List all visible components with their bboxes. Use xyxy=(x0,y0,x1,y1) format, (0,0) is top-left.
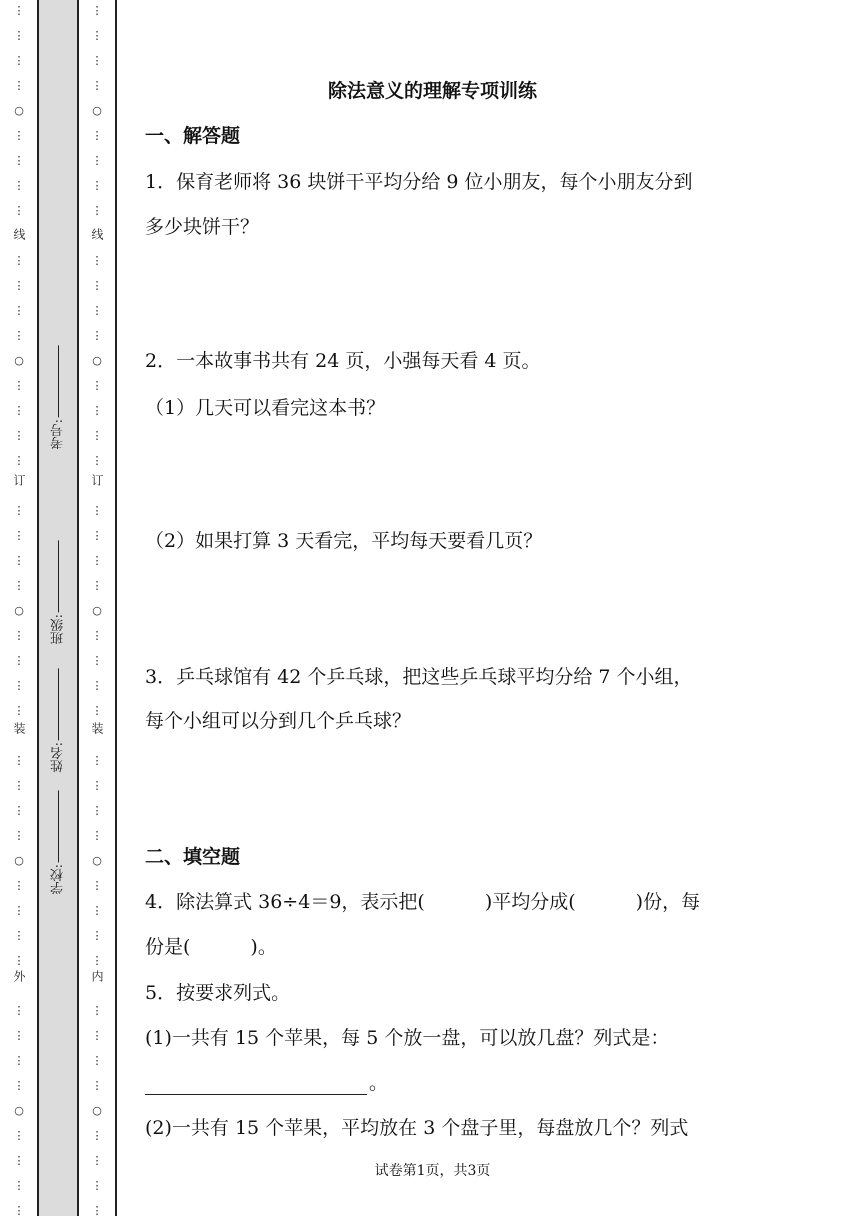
binding-dots: ⋮ xyxy=(91,554,103,567)
binding-dots: ⋮ xyxy=(13,429,25,442)
q3-line2: 每个小组可以分到几个乒乓球？ xyxy=(145,710,412,732)
binding-line-left xyxy=(37,0,39,1216)
binding-dots: ⋮ xyxy=(13,204,25,217)
binding-dots: ⋮ xyxy=(91,929,103,942)
binding-dots: ⋮ xyxy=(91,454,103,467)
binding-circle-mark: ○ xyxy=(92,354,102,367)
name-field[interactable]: 姓名: xyxy=(49,668,67,772)
q4-text-a: 4．除法算式 36÷4＝9，表示把( xyxy=(145,891,425,913)
q5-sub1: (1)一共有 15 个苹果，每 5 个放一盘，可以放几盘？列式是： xyxy=(145,1027,670,1049)
q3-line1: 3．乒乓球馆有 42 个乒乓球，把这些乒乓球平均分给 7 个小组， xyxy=(145,666,693,688)
binding-dots: ⋮ xyxy=(13,454,25,467)
binding-dots: ⋮ xyxy=(91,1004,103,1017)
q4-line1 xyxy=(145,887,725,914)
binding-dots: ⋮ xyxy=(91,154,103,167)
binding-dots: ⋮ xyxy=(91,54,103,67)
binding-dots: ⋮ xyxy=(91,379,103,392)
binding-dots: ⋮ xyxy=(13,1029,25,1042)
binding-dots: ⋮ xyxy=(91,254,103,267)
outer-line-char: 线 xyxy=(12,228,26,240)
binding-dots: ⋮ xyxy=(91,1179,103,1192)
binding-dots: ⋮ xyxy=(13,154,25,167)
binding-dots: ⋮ xyxy=(91,1029,103,1042)
binding-dots: ⋮ xyxy=(91,779,103,792)
binding-dots: ⋮ xyxy=(13,579,25,592)
binding-dots: ⋮ xyxy=(91,629,103,642)
binding-dots: ⋮ xyxy=(13,954,25,967)
inner-ding-char: 订 xyxy=(90,474,104,486)
binding-dots: ⋮ xyxy=(13,4,25,17)
binding-dots: ⋮ xyxy=(91,1154,103,1167)
binding-dots: ⋮ xyxy=(13,529,25,542)
binding-dots: ⋮ xyxy=(13,1054,25,1067)
q5-answer-blank[interactable] xyxy=(145,1078,367,1095)
binding-dots: ⋮ xyxy=(91,329,103,342)
inner-nei-char: 内 xyxy=(90,970,104,982)
binding-dots: ⋮ xyxy=(91,579,103,592)
binding-dots: ⋮ xyxy=(91,804,103,817)
binding-dots: ⋮ xyxy=(91,754,103,767)
q5-stem: 5．按要求列式。 xyxy=(145,982,291,1004)
binding-dots: ⋮ xyxy=(91,4,103,17)
binding-circle-mark: ○ xyxy=(92,1104,102,1117)
q5-sub1-answer-line xyxy=(145,1068,725,1095)
binding-dots: ⋮ xyxy=(13,929,25,942)
binding-dots: ⋮ xyxy=(91,679,103,692)
binding-dots: ⋮ xyxy=(91,704,103,717)
school-field[interactable]: 学校: xyxy=(49,790,67,894)
binding-dots: ⋮ xyxy=(91,429,103,442)
class-field[interactable]: 班级: xyxy=(49,540,67,644)
binding-dots: ⋮ xyxy=(91,829,103,842)
binding-dots: ⋮ xyxy=(13,79,25,92)
page-title: 除法意义的理解专项训练 xyxy=(327,80,537,102)
binding-circle-mark: ○ xyxy=(14,604,24,617)
outer-ding-char: 订 xyxy=(12,474,26,486)
inner-seal-line xyxy=(86,0,108,1216)
binding-dots: ⋮ xyxy=(13,1079,25,1092)
binding-circle-mark: ○ xyxy=(92,104,102,117)
binding-dots: ⋮ xyxy=(91,404,103,417)
binding-dots: ⋮ xyxy=(91,1129,103,1142)
outer-seal-line xyxy=(8,0,30,1216)
binding-dots: ⋮ xyxy=(13,504,25,517)
binding-dots: ⋮ xyxy=(13,379,25,392)
exam-number-field[interactable]: 考号: xyxy=(49,345,67,449)
binding-dots: ⋮ xyxy=(13,654,25,667)
binding-dots: ⋮ xyxy=(91,529,103,542)
q4-text-d: 份是( xyxy=(145,936,191,958)
binding-dots: ⋮ xyxy=(13,1129,25,1142)
inner-line-char: 线 xyxy=(90,228,104,240)
binding-dots: ⋮ xyxy=(13,804,25,817)
q1-line2: 多少块饼干？ xyxy=(145,216,260,238)
binding-dots: ⋮ xyxy=(91,204,103,217)
binding-circle-mark: ○ xyxy=(14,354,24,367)
binding-dots: ⋮ xyxy=(13,254,25,267)
binding-dots: ⋮ xyxy=(91,79,103,92)
page-footer: 试卷第1页，共3页 xyxy=(374,1163,491,1179)
binding-dots: ⋮ xyxy=(13,1204,25,1216)
q2-sub2: （2）如果打算 3 天看完，平均每天要看几页？ xyxy=(145,530,543,552)
binding-dots: ⋮ xyxy=(13,179,25,192)
q2-stem: 2．一本故事书共有 24 页，小强每天看 4 页。 xyxy=(145,350,541,372)
q4-text-c: )份，每 xyxy=(635,891,701,913)
section-heading-fill: 二、填空题 xyxy=(145,846,241,868)
binding-circle-mark: ○ xyxy=(14,104,24,117)
binding-dots: ⋮ xyxy=(13,679,25,692)
binding-dots: ⋮ xyxy=(13,754,25,767)
q2-sub1: （1）几天可以看完这本书？ xyxy=(145,397,386,419)
binding-dots: ⋮ xyxy=(91,954,103,967)
binding-dots: ⋮ xyxy=(13,779,25,792)
binding-dots: ⋮ xyxy=(91,879,103,892)
binding-dots: ⋮ xyxy=(91,1204,103,1216)
binding-circle-mark: ○ xyxy=(14,1104,24,1117)
binding-dots: ⋮ xyxy=(13,129,25,142)
binding-line-right xyxy=(115,0,117,1216)
outer-zhuang-char: 装 xyxy=(12,722,26,734)
binding-dots: ⋮ xyxy=(13,404,25,417)
binding-dots: ⋮ xyxy=(13,29,25,42)
binding-dots: ⋮ xyxy=(13,1179,25,1192)
binding-dots: ⋮ xyxy=(91,504,103,517)
outer-wai-char: 外 xyxy=(12,970,26,982)
binding-circle-mark: ○ xyxy=(92,854,102,867)
binding-circle-mark: ○ xyxy=(14,854,24,867)
binding-dots: ⋮ xyxy=(13,1154,25,1167)
binding-dots: ⋮ xyxy=(91,304,103,317)
section-heading-answer: 一、解答题 xyxy=(145,125,241,147)
inner-zhuang-char: 装 xyxy=(90,722,104,734)
q4-text-b: )平均分成( xyxy=(484,891,576,913)
binding-dots: ⋮ xyxy=(13,54,25,67)
binding-dots: ⋮ xyxy=(13,904,25,917)
binding-dots: ⋮ xyxy=(91,29,103,42)
q1-line1: 1．保育老师将 36 块饼干平均分给 9 位小朋友，每个小朋友分到 xyxy=(145,171,693,193)
binding-circle-mark: ○ xyxy=(92,604,102,617)
binding-dots: ⋮ xyxy=(13,554,25,567)
binding-dots: ⋮ xyxy=(91,129,103,142)
binding-dots: ⋮ xyxy=(91,1079,103,1092)
q4-text-e: )。 xyxy=(250,936,277,958)
q4-line2 xyxy=(145,932,725,959)
q5-sub1-end: 。 xyxy=(369,1072,389,1094)
binding-dots: ⋮ xyxy=(13,304,25,317)
binding-dots: ⋮ xyxy=(13,329,25,342)
binding-dots: ⋮ xyxy=(13,879,25,892)
binding-dots: ⋮ xyxy=(13,829,25,842)
binding-dots: ⋮ xyxy=(91,654,103,667)
binding-dots: ⋮ xyxy=(13,279,25,292)
q5-sub2: (2)一共有 15 个苹果，平均放在 3 个盘子里，每盘放几个？列式 xyxy=(145,1117,689,1139)
binding-line-mid xyxy=(77,0,79,1216)
binding-dots: ⋮ xyxy=(91,279,103,292)
binding-dots: ⋮ xyxy=(13,1004,25,1017)
binding-dots: ⋮ xyxy=(13,704,25,717)
binding-dots: ⋮ xyxy=(91,1054,103,1067)
binding-dots: ⋮ xyxy=(13,629,25,642)
binding-dots: ⋮ xyxy=(91,179,103,192)
binding-dots: ⋮ xyxy=(91,904,103,917)
